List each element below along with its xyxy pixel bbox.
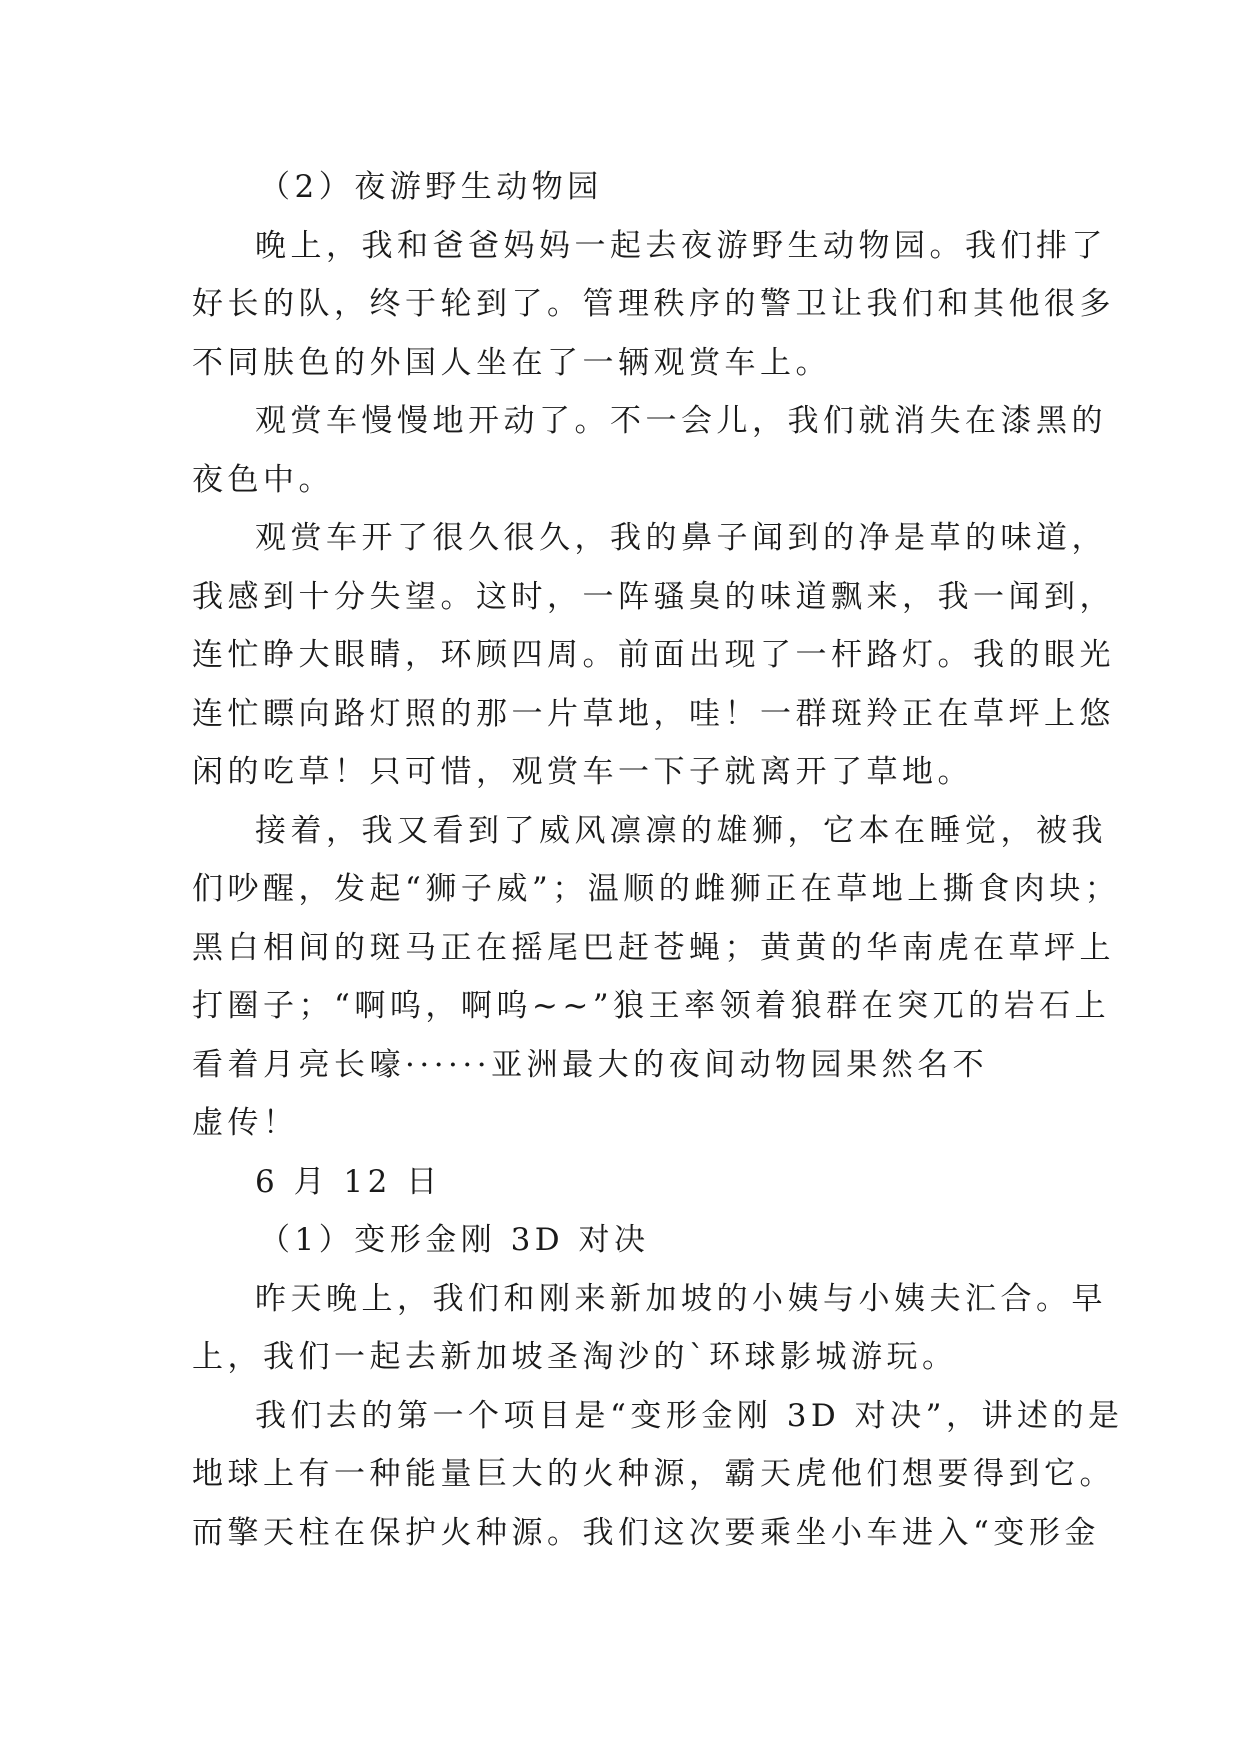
paragraph-line: 闲的吃草！只可惜，观赏车一下子就离开了草地。 <box>192 754 973 790</box>
paragraph-line: 们吵醒，发起“狮子威”；温顺的雌狮正在草地上撕食肉块； <box>192 871 1121 907</box>
date-heading: 6 月 12 日 <box>255 1163 442 1200</box>
paragraph-line: 昨天晚上，我们和刚来新加坡的小姨与小姨夫汇合。早 <box>255 1280 1107 1317</box>
paragraph-line: 我感到十分失望。这时，一阵骚臭的味道飘来，我一闻到， <box>192 578 1115 615</box>
paragraph-line: 连忙睁大眼睛，环顾四周。前面出现了一杆路灯。我的眼光 <box>192 637 1115 673</box>
section-heading-night-zoo: （2）夜游野生动物园 <box>259 169 603 205</box>
section-heading-transformers: （1）变形金刚 3D 对决 <box>259 1222 650 1258</box>
paragraph-line: 好长的队，终于轮到了。管理秩序的警卫让我们和其他很多 <box>192 286 1115 322</box>
paragraph-line: 而擎天柱在保护火种源。我们这次要乘坐小车进入“变形金 <box>192 1514 1100 1551</box>
paragraph-line: 上，我们一起去新加坡圣淘沙的`环球影城游玩。 <box>192 1339 958 1375</box>
paragraph-line: 接着，我又看到了威风凛凛的雄狮，它本在睡觉，被我 <box>255 812 1107 849</box>
paragraph-line: 看着月亮长嚎······亚洲最大的夜间动物园果然名不 <box>192 1046 989 1083</box>
paragraph-line: 打圈子；“啊呜，啊呜~~”狼王率领着狼群在突兀的岩石上 <box>192 988 1111 1024</box>
paragraph-line: 地球上有一种能量巨大的火种源，霸天虎他们想要得到它。 <box>192 1456 1115 1492</box>
paragraph-line: 观赏车开了很久很久，我的鼻子闻到的净是草的味道， <box>255 520 1107 556</box>
paragraph-line: 观赏车慢慢地开动了。不一会儿，我们就消失在漆黑的 <box>255 403 1107 439</box>
paragraph-line: 不同肤色的外国人坐在了一辆观赏车上。 <box>192 344 831 381</box>
paragraph-line: 连忙瞟向路灯照的那一片草地，哇！一群斑羚正在草坪上悠 <box>192 695 1115 732</box>
document-body <box>192 158 1124 1562</box>
paragraph-line: 黑白相间的斑马正在摇尾巴赶苍蝇；黄黄的华南虎在草坪上 <box>192 929 1115 966</box>
paragraph-line: 晚上，我和爸爸妈妈一起去夜游野生动物园。我们排了 <box>255 227 1107 264</box>
paragraph-line: 我们去的第一个项目是“变形金刚 3D 对决”，讲述的是 <box>255 1397 1124 1434</box>
paragraph-line: 夜色中。 <box>192 461 334 498</box>
paragraph-line: 虚传！ <box>192 1105 299 1141</box>
